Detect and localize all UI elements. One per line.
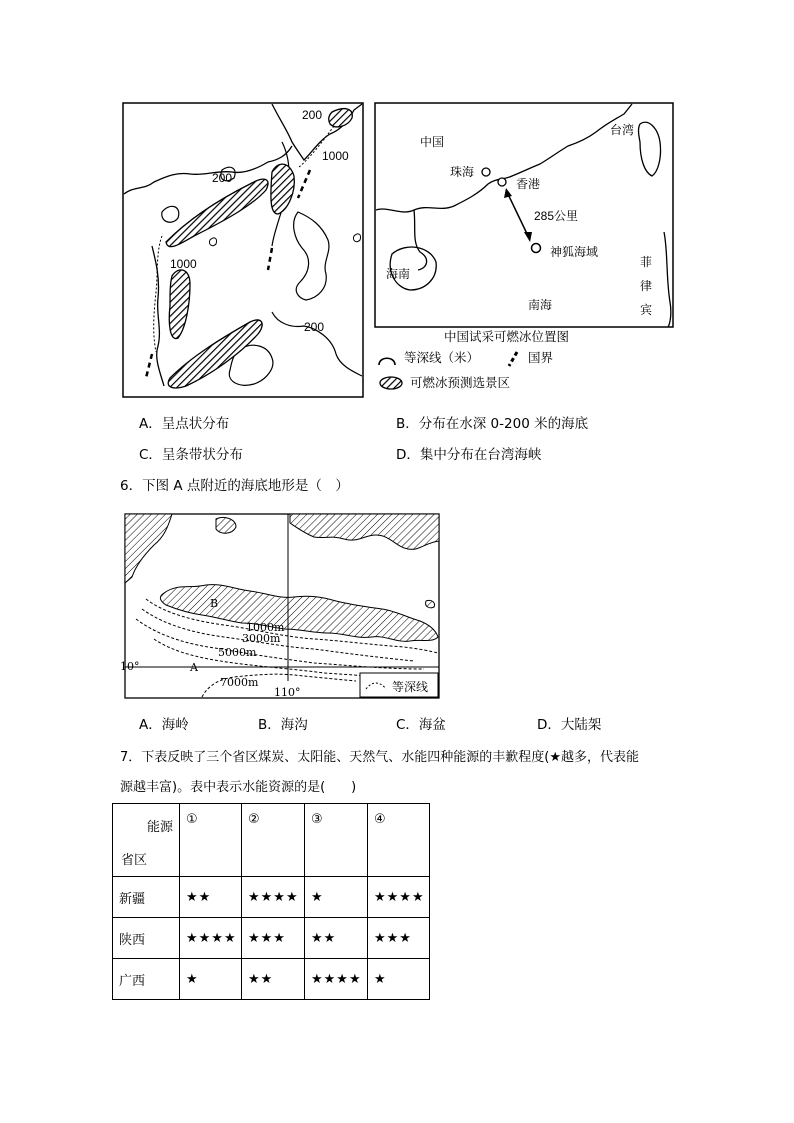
table-cell: ★★★: [242, 918, 305, 959]
contour-label: 1000: [322, 149, 349, 163]
table-cell: ★★★★: [305, 959, 368, 1000]
q6-option-d[interactable]: D．大陆架: [537, 717, 602, 733]
label-china: 中国: [420, 135, 445, 149]
point-b-label: B: [210, 597, 219, 610]
table-cell: ★: [180, 959, 242, 1000]
column-header: ②: [242, 804, 305, 877]
depth-7000-label: 7000m: [220, 676, 259, 689]
header-energy: 能源: [147, 820, 174, 835]
column-header: ④: [368, 804, 430, 877]
q6-option-a[interactable]: A．海岭: [139, 717, 189, 733]
table-cell: ★★★: [368, 918, 430, 959]
seafloor-map: [124, 513, 440, 699]
label-philippines: 宾: [640, 303, 653, 317]
contour-label: 200: [302, 108, 323, 122]
depth-3000-label: 3000m: [242, 632, 281, 645]
column-header: ①: [180, 804, 242, 877]
contour-label: 200: [212, 171, 233, 185]
table-header-row: [113, 804, 430, 877]
q7-question-line2: 源越丰富)。表中表示水能资源的是( ): [120, 780, 357, 795]
q7-question-line1: 7．下表反映了三个省区煤炭、太阳能、天然气、水能四种能源的丰歉程度(★越多，代表能: [120, 750, 639, 765]
longitude-label: 110°: [274, 686, 301, 699]
q6-question: 6．下图 A 点附近的海底地形是（ ）: [120, 478, 349, 494]
label-distance: 285公里: [534, 209, 579, 223]
table-row: [113, 918, 430, 959]
table-cell: ★★★★: [242, 877, 305, 918]
label-south-sea: 南海: [528, 298, 553, 312]
legend-zone: 可燃冰预测选景区: [410, 375, 511, 390]
map-title: 中国试采可燃冰位置图: [444, 329, 570, 344]
label-shenhu: 神狐海域: [550, 245, 599, 259]
label-philippines: 菲: [640, 255, 653, 269]
hydrate-legend-icon: [378, 375, 404, 391]
table-row: [113, 877, 430, 918]
legend-border: 国界: [528, 350, 554, 365]
table-cell: ★★: [305, 918, 368, 959]
label-philippines: 律: [640, 279, 653, 293]
q5-option-d[interactable]: D．集中分布在台湾海峡: [396, 447, 542, 463]
table-cell: ★: [368, 959, 430, 1000]
table-cell: ★: [305, 877, 368, 918]
table-corner-cell: [113, 804, 180, 877]
label-zhuhai: 珠海: [450, 165, 475, 179]
label-hongkong: 香港: [516, 177, 541, 191]
table-row: [113, 959, 430, 1000]
row-province: 广西: [113, 959, 180, 1000]
q5-option-b[interactable]: B．分布在水深 0-200 米的海底: [396, 416, 589, 432]
energy-table: [112, 803, 430, 1000]
table-cell: ★★: [242, 959, 305, 1000]
latitude-label: 10°: [120, 660, 140, 673]
header-province: 省区: [121, 853, 148, 868]
contour-legend-icon: [376, 352, 398, 366]
point-a-label: A: [190, 661, 198, 674]
border-legend-icon: [504, 350, 522, 368]
table-cell: ★★: [180, 877, 242, 918]
label-taiwan: 台湾: [610, 123, 635, 137]
label-hainan: 海南: [386, 267, 411, 281]
column-header: ③: [305, 804, 368, 877]
depth-1000-label: 1000m: [246, 621, 285, 634]
legend-contour: 等深线（米）: [404, 350, 480, 365]
seafloor-legend: 等深线: [392, 680, 429, 694]
row-province: 陕西: [113, 918, 180, 959]
depth-5000-label: 5000m: [218, 646, 257, 659]
contour-label: 200: [304, 320, 325, 334]
contour-label: 1000: [170, 257, 197, 271]
q6-option-c[interactable]: C．海盆: [396, 717, 446, 733]
row-province: 新疆: [113, 877, 180, 918]
table-cell: ★★★★: [368, 877, 430, 918]
hydrate-zone-map: [122, 102, 364, 398]
table-cell: ★★★★: [180, 918, 242, 959]
q5-option-c[interactable]: C．呈条带状分布: [139, 447, 243, 463]
test-site-map: [374, 102, 674, 328]
q6-option-b[interactable]: B．海沟: [258, 717, 308, 733]
q5-option-a[interactable]: A．呈点状分布: [139, 416, 230, 432]
